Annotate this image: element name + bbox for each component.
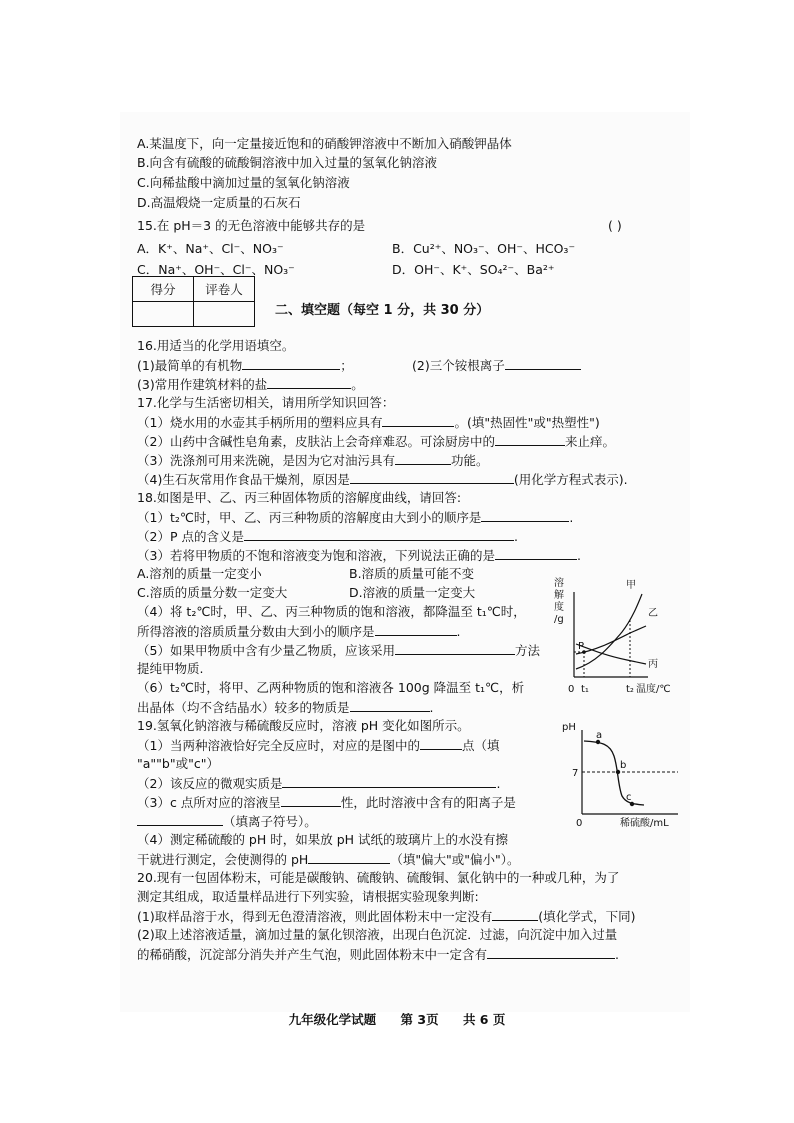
q18-part3-end: . [576,548,581,563]
ph-ylabel: pH [562,722,576,733]
q17-part2-end: 来止痒。 [564,434,615,449]
score-table [132,276,255,327]
q18-part1 [137,509,573,526]
q17-blank2[interactable] [495,433,565,446]
q18-part2 [137,528,518,545]
page-footer [0,1010,794,1028]
q19-part4-text: 干就进行测定，会使测得的 pH [137,852,309,867]
q20-part2a: (2)取上述溶液适量，滴加过量的氯化钡溶液，出现白色沉淀．过滤，向沉淀中加入过量 [137,927,618,942]
q19-part2-text: （2）该反应的微观实质是 [137,776,283,791]
q20-part1-hint: (填化学式，下同) [538,909,636,924]
footer-total: 共 6 页 [462,1012,506,1027]
ph-point-c: c [626,792,632,803]
q15-answer-paren: ( ) [608,218,622,233]
q16-part1-text: (1)最简单的有机物 [137,358,243,373]
q17-part3 [137,452,488,469]
q15-stem: 15.在 pH＝3 的无色溶液中能够共存的是 [137,218,366,233]
q18-stem: 18.如图是甲、乙、丙三种固体物质的溶解度曲线，请回答: [137,490,462,505]
q18-part6b [137,699,434,716]
q18-part1-end: . [569,510,574,525]
q17-part4-text: （4)生石灰常用作食品干燥剂，原因是 [137,472,350,487]
q18-part5-text: （5）如果甲物质中含有少量乙物质，应该采用 [137,643,395,658]
q20-part2-text: 的稀硝酸，沉淀部分消失并产生气泡，则此固体粉末中一定含有 [137,947,488,962]
q20-part1-text: (1)取样品溶于水，得到无色澄清溶液，则此固体粉末中一定没有 [137,909,493,924]
q19-blank3[interactable] [281,794,341,807]
q16-part3 [137,376,364,393]
curve-bing [576,644,646,664]
q17-part2-text: （2）山药中含碱性皂角素，皮肤沾上会奇痒难忍。可涂厨房中的 [137,434,495,449]
q18-part4b [137,623,461,640]
q18-option-b: B.溶质的质量可能不变 [349,566,475,581]
label-yi: 乙 [648,608,658,619]
q18-part5a [137,642,540,659]
q18-part3-text: （3）若将甲物质的不饱和溶液变为饱和溶液，下列说法正确的是 [137,548,495,563]
q18-part6a: （6）t₂℃时，将甲、乙两种物质的饱和溶液各 100g 降温至 t₁℃，析 [137,680,525,695]
q17-part1-hint: 。(填"热固性"或"热塑性") [454,415,600,430]
footer-page: 第 3页 [400,1012,439,1027]
q16-blank1[interactable] [242,357,340,370]
q16-stem: 16.用适当的化学用语填空。 [137,338,295,353]
q18-option-a: A.溶剂的质量一定变小 [137,566,262,581]
ph-point-b: b [620,760,627,771]
q18-blank4[interactable] [375,623,457,636]
q15-option-a: A．K⁺、Na⁺、Cl⁻、NO₃⁻ [137,241,284,256]
q20-part1 [137,908,635,925]
q16-blank3[interactable] [267,376,351,389]
q19-part2 [137,775,500,792]
q17-stem: 17.化学与生活密切相关，请用所学知识回答： [137,395,395,410]
q20-part2-end: . [615,947,619,962]
q19-part1-text: （1）当两种溶液恰好完全反应时，对应的是图中的 [137,738,420,753]
solubility-ylabel-2: 解 [554,590,564,601]
ph-point-a: a [596,730,603,741]
q18-part4-end: . [456,624,461,639]
q18-part4a: （4）将 t₂℃时，甲、乙、丙三种物质的饱和溶液，都降温至 t₁℃时， [137,604,526,619]
q19-part4-end: （填"偏大"或"偏小"）。 [390,852,520,867]
grader-header: 评卷人 [194,277,255,302]
q14-option-b: B.向含有硫酸的硫酸铜溶液中加入过量的氢氧化钠溶液 [137,155,438,170]
q16-part2-text: (2)三个铵根离子 [412,358,505,373]
label-t1: t₁ [581,684,589,695]
ph-curve [584,741,644,805]
solubility-ylabel-1: 溶 [554,578,564,589]
q16-part1-end: ； [340,358,353,373]
score-cell[interactable] [133,302,194,327]
q18-part5-method: 方法 [514,643,540,658]
q19-part1-options: "a""b"或"c"） [137,756,219,771]
label-bing: 丙 [648,659,658,670]
q20-blank1[interactable] [492,908,538,921]
q20-blank2[interactable] [487,946,615,959]
q18-option-c: C.溶质的质量分数一定变大 [137,585,288,600]
q19-blank1[interactable] [420,737,462,750]
q18-option-d: D.溶液的质量一定变大 [349,585,476,600]
q19-blank4[interactable] [137,813,223,826]
q18-blank2[interactable] [244,528,514,541]
ph-chart [560,716,690,834]
q16-part1 [137,357,353,374]
solubility-ylabel-3: 度 [554,602,564,613]
ph-seven-label: 7 [572,768,579,779]
q17-part1-text: （1）烧水用的水壶其手柄所用的塑料应具有 [137,415,383,430]
q17-part3-end: 功能。 [450,453,489,468]
score-header: 得分 [133,277,194,302]
q18-blank1[interactable] [481,509,569,522]
q17-blank4[interactable] [350,471,514,484]
q18-part2-text: （2）P 点的含义是 [137,529,244,544]
footer-subject: 九年级化学试题 [288,1012,377,1027]
section-title: 二、填空题（每空 1 分，共 30 分） [275,303,490,318]
q16-part2 [412,357,581,374]
label-origin: 0 [568,684,575,695]
q17-blank1[interactable] [382,414,454,427]
q18-part5c: 提纯甲物质. [137,661,204,676]
q14-option-a: A.某温度下，向一定量接近饱和的硝酸钾溶液中不断加入硝酸钾晶体 [137,136,512,151]
q18-part2-end: . [513,529,518,544]
q20-stem-line2: 测定其组成，取适量样品进行下列实验，请根据实验现象判断: [137,889,479,904]
ph-origin-label: 0 [576,818,583,829]
label-jia: 甲 [626,580,636,591]
q19-blank2[interactable] [282,775,496,788]
q17-part4-end: (用化学方程式表示). [513,472,628,487]
q16-blank2[interactable] [505,357,581,370]
ph-xlabel: 稀硫酸/mL [620,818,669,829]
q19-part3-text: （3）c 点所对应的溶液呈 [137,795,281,810]
q18-part4-text: 所得溶液的溶质质量分数由大到小的顺序是 [137,624,375,639]
q18-part1-text: （1）t₂℃时，甲、乙、丙三种物质的溶解度由大到小的顺序是 [137,510,482,525]
grader-cell[interactable] [194,302,255,327]
q16-part3-end: 。 [351,377,364,392]
q17-part4 [137,471,628,488]
label-t2: t₂ [626,684,634,695]
q15-option-d: D．OH⁻、K⁺、SO₄²⁻、Ba²⁺ [392,262,555,277]
q19-part1 [137,737,499,754]
q19-part1-fill: 点（填 [461,738,500,753]
q19-part3-line2 [137,813,317,830]
label-p: P [578,641,585,652]
q15-option-c: C．Na⁺、OH⁻、Cl⁻、NO₃⁻ [137,262,295,277]
q19-part2-end: . [496,776,501,791]
q18-blank5[interactable] [395,642,515,655]
q19-part4a: （4）测定稀硫酸的 pH 时，如果放 pH 试纸的玻璃片上的水没有擦 [137,832,509,847]
q18-part6-text: 出晶体（均不含结晶水）较多的物质是 [137,700,350,715]
q14-option-d: D.高温煅烧一定质量的石灰石 [137,195,301,210]
q20-stem-line1: 20.现有一包固体粉末，可能是碳酸钠、硫酸钠、硫酸铜、氯化钠中的一种或几种，为了 [137,870,620,885]
q16-part3-text: (3)常用作建筑材料的盐 [137,377,268,392]
q19-part3-mid: 性，此时溶液中含有的阳离子是 [340,795,516,810]
q17-part1 [137,414,600,431]
solubility-chart [552,574,692,700]
curve-yi [576,626,646,654]
q19-stem: 19.氢氧化钠溶液与稀硫酸反应时，溶液 pH 变化如图所示。 [137,718,470,733]
q17-blank3[interactable] [395,452,451,465]
q15-option-b: B．Cu²⁺、NO₃⁻、OH⁻、HCO₃⁻ [392,241,576,256]
q18-part6-end: . [429,700,434,715]
q20-part2b [137,946,619,963]
q19-part3-end: （填离子符号）。 [223,814,317,829]
q19-part4b [137,851,520,868]
label-temperature: 温度/℃ [636,684,671,695]
q18-blank3[interactable] [495,547,577,560]
q18-blank6[interactable] [350,699,430,712]
q19-part3 [137,794,516,811]
q18-part3 [137,547,581,564]
q17-part2 [137,433,615,450]
q17-part3-text: （3）洗涤剂可用来洗碗，是因为它对油污具有 [137,453,395,468]
solubility-ylabel-4: /g [554,614,564,625]
q14-option-c: C.向稀盐酸中滴加过量的氢氧化钠溶液 [137,175,350,190]
q19-blank5[interactable] [308,851,390,864]
